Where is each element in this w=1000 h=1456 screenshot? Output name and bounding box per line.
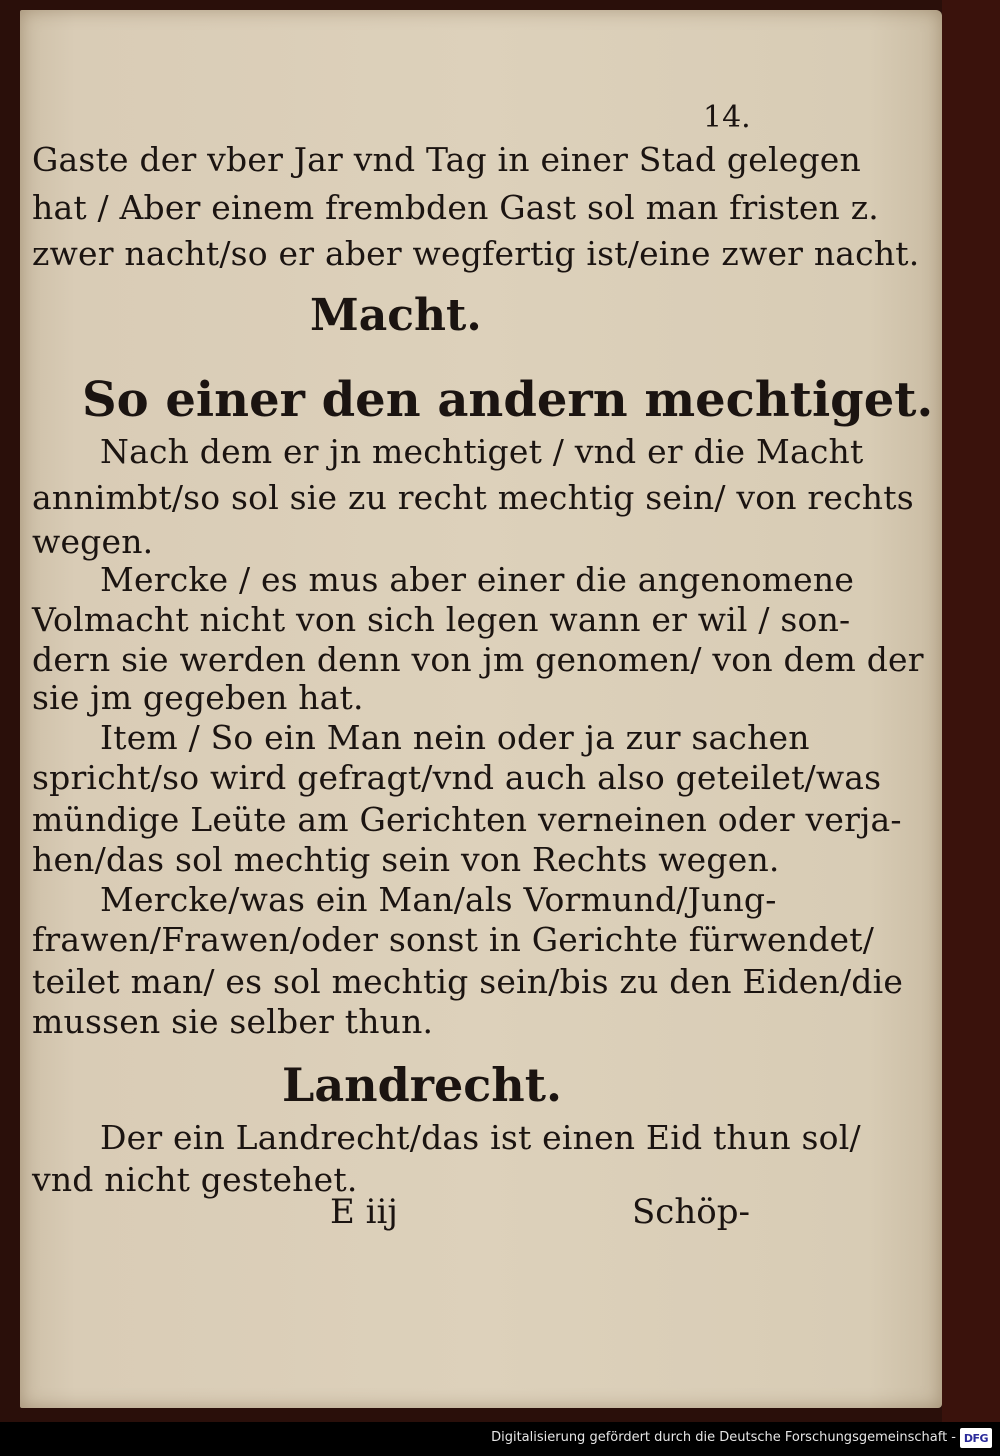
dfg-logo-text: DFG bbox=[963, 1431, 989, 1445]
text-line: mündige Leüte am Gerichten verneinen oder verja- bbox=[32, 800, 902, 839]
text-line: vnd nicht gestehet. bbox=[32, 1160, 358, 1199]
text-line: teilet man/ es sol mechtig sein/bis zu den Eiden/die bbox=[32, 962, 904, 1001]
footer-credit: Digitalisierung gefördert durch die Deutsche Forschungsgemeinschaft - bbox=[491, 1430, 956, 1445]
text-line: dern sie werden denn von jm genomen/ von dem der bbox=[32, 640, 924, 679]
text-line: Item / So ein Man nein oder ja zur sachen bbox=[100, 718, 810, 757]
page-number: 14. bbox=[703, 100, 751, 135]
text-line: Volmacht nicht von sich legen wann er wil / son- bbox=[32, 600, 851, 639]
text-line: hat / Aber einem frembden Gast sol man fristen z. bbox=[32, 188, 879, 227]
text-line: Mercke/was ein Man/als Vormund/Jung- bbox=[100, 880, 777, 919]
catchword: Schöp- bbox=[632, 1192, 750, 1232]
section-heading-mechtiget: So einer den andern mechtiget. bbox=[82, 372, 934, 428]
dfg-logo bbox=[960, 1428, 992, 1448]
section-heading-macht: Macht. bbox=[310, 290, 482, 341]
text-line: hen/das sol mechtig sein von Rechts wegen. bbox=[32, 840, 780, 879]
signature-mark: E iij bbox=[330, 1192, 398, 1232]
text-line: Nach dem er jn mechtiget / vnd er die Macht bbox=[100, 432, 864, 471]
text-line: annimbt/so sol sie zu recht mechtig sein/ von rechts bbox=[32, 478, 914, 517]
text-line: sie jm gegeben hat. bbox=[32, 678, 364, 717]
text-line: Mercke / es mus aber einer die angenomene bbox=[100, 560, 855, 599]
text-line: spricht/so wird gefragt/vnd auch also geteilet/was bbox=[32, 758, 882, 797]
text-line: wegen. bbox=[32, 522, 154, 561]
section-heading-landrecht: Landrecht. bbox=[282, 1058, 562, 1112]
text-line: Gaste der vber Jar vnd Tag in einer Stad gelegen bbox=[32, 140, 861, 179]
text-line: mussen sie selber thun. bbox=[32, 1002, 434, 1041]
scan-edge bbox=[942, 0, 1000, 1422]
footer-bar bbox=[0, 1422, 1000, 1456]
text-line: frawen/Frawen/oder sonst in Gerichte fürwendet/ bbox=[32, 920, 875, 959]
text-line: Der ein Landrecht/das ist einen Eid thun sol/ bbox=[100, 1118, 861, 1157]
text-line: zwer nacht/so er aber wegfertig ist/eine zwer nacht. bbox=[32, 234, 920, 273]
